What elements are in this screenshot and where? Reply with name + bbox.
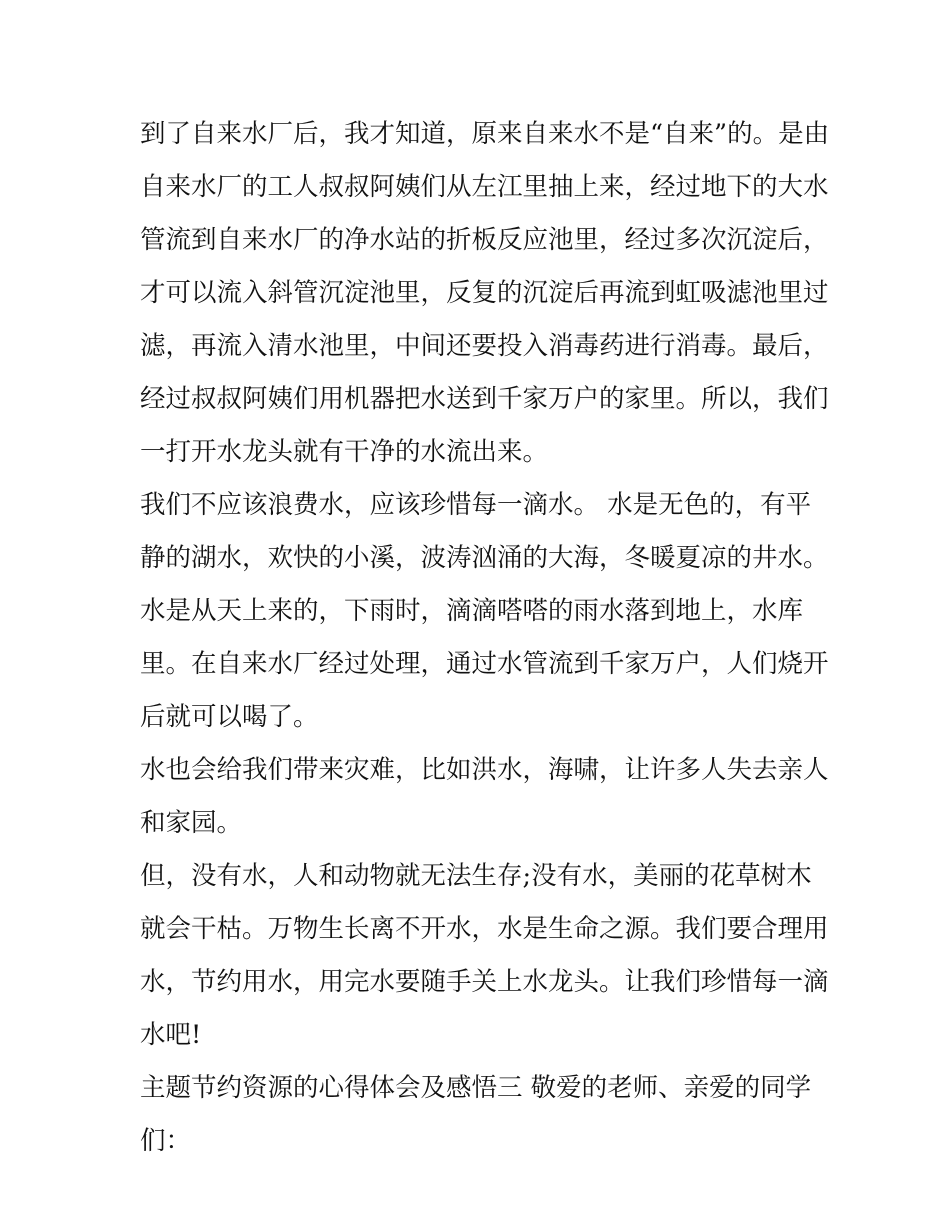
text-line: 水也会给我们带来灾难，比如洪水，海啸，让许多人失去亲人 [140,755,829,785]
text-line: 一打开水龙头就有干净的水流出来。 [140,437,549,467]
text-line: 们： [140,1126,192,1156]
text-line: 和家园。 [140,808,243,838]
text-line: 主题节约资源的心得体会及感悟三 敬爱的老师、亲爱的同学 [140,1073,812,1103]
text-line: 经过叔叔阿姨们用机器把水送到千家万户的家里。所以，我们 [140,384,829,414]
text-line: 自来水厂的工人叔叔阿姨们从左江里抽上来，经过地下的大水 [140,172,829,202]
text-line: 到了自来水厂后，我才知道，原来自来水不是“自来”的。是由 [140,119,830,149]
text-line: 里。在自来水厂经过处理，通过水管流到千家万户，人们烧开 [140,649,829,679]
text-line: 才可以流入斜管沉淀池里，反复的沉淀后再流到虹吸滤池里过 [140,278,829,308]
text-line: 就会干枯。万物生长离不开水，水是生命之源。我们要合理用 [140,914,829,944]
text-line: 我们不应该浪费水，应该珍惜每一滴水。 水是无色的，有平 [140,490,812,520]
text-line: 但，没有水，人和动物就无法生存;没有水，美丽的花草树木 [140,861,812,891]
document-body [140,108,830,1168]
text-line: 水吧! [140,1020,202,1050]
text-line: 管流到自来水厂的净水站的折板反应池里，经过多次沉淀后， [140,225,829,255]
text-line: 静的湖水，欢快的小溪，波涛汹涌的大海，冬暖夏凉的井水。 [140,543,829,573]
text-line: 后就可以喝了。 [140,702,319,732]
text-line: 滤，再流入清水池里，中间还要投入消毒药进行消毒。最后， [140,331,829,361]
text-line: 水是从天上来的，下雨时，滴滴嗒嗒的雨水落到地上，水库 [140,596,804,626]
text-line: 水，节约用水，用完水要随手关上水龙头。让我们珍惜每一滴 [140,967,829,997]
